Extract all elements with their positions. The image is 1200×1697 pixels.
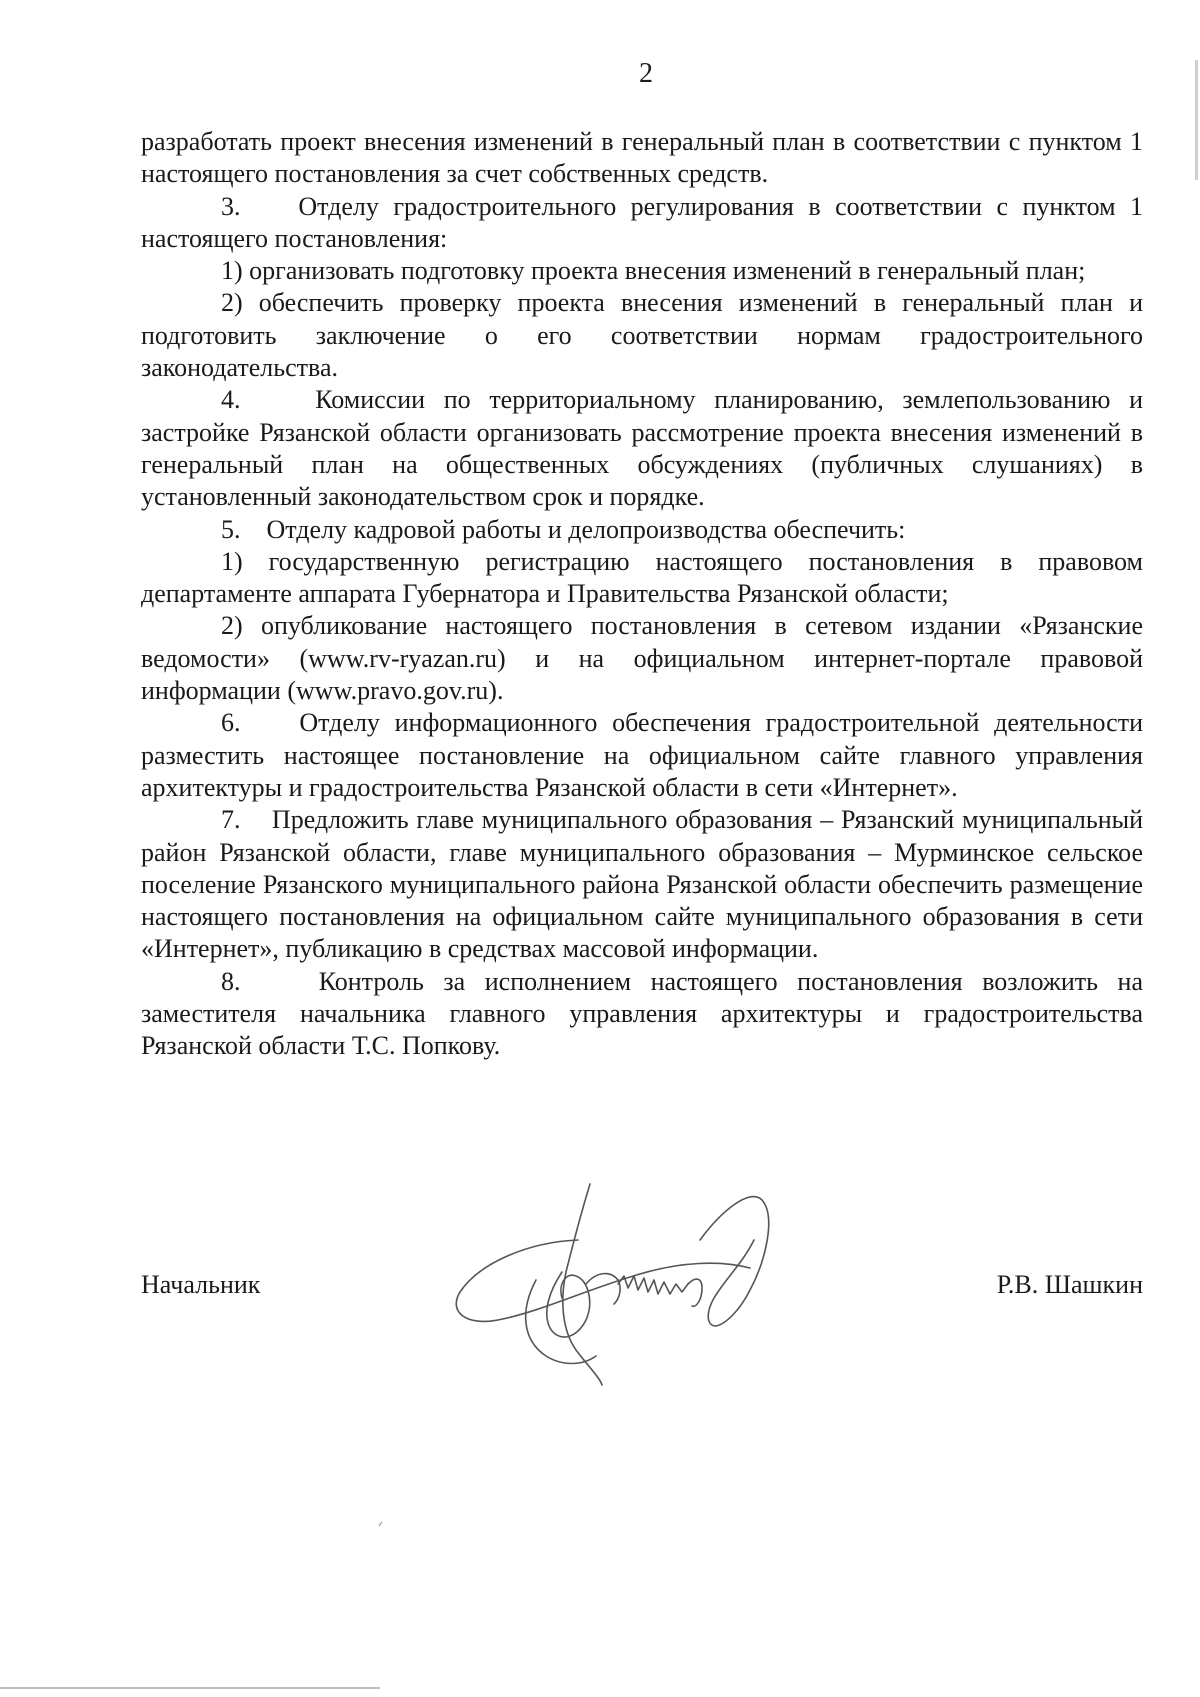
page-number: 2 [639,58,653,89]
paragraph-item-5-1: 1) государственную регистрацию настоящего постановления в правовом департаменте аппарата Губернатора и Правительства Рязанской области; [141,546,1143,609]
scan-bottom-line [0,1687,380,1689]
paragraph-item-7: 7. Предложить главе муниципального образования – Рязанский муниципальный район Рязанской области, главе муниципального образования – Мурминское сельское поселение Рязанского муниципального района Рязанской области обеспечить размещение настоящего постановления на официальном сайте муниципального образования в сети «Интернет», публикацию в средствах массовой информации. [141,805,1143,964]
handwritten-signature [450,1180,810,1390]
paragraph-continuation: разработать проект внесения изменений в генеральный план в соответствии с пунктом 1 настоящего постановления за счет собственных средств. [141,127,1143,189]
paragraph-item-6: 6. Отделу информационного обеспечения градостроительной деятельности разместить настоящее постановление на официальном сайте главного управления архитектуры и градостроительства Рязанской области в сети «Интернет». [141,708,1143,802]
paragraph-item-5: 5. Отделу кадровой работы и делопроизводства обеспечить: [221,514,906,544]
document-body [141,126,1143,1063]
stray-mark [378,1521,384,1527]
paragraph-item-3: 3. Отделу градостроительного регулирования в соответствии с пунктом 1 настоящего постановления: [141,191,1143,253]
paragraph-item-5-2: 2) опубликование настоящего постановления в сетевом издании «Рязанские ведомости» (www.rv-ryazan.ru) и на официальном интернет-портале правовой информации (www.pravo.gov.ru). [141,611,1143,706]
paragraph-item-3-1: 1) организовать подготовку проекта внесения изменений в генеральный план; [221,256,1086,286]
paragraph-item-3-2: 2) обеспечить проверку проекта внесения изменений в генеральный план и подготовить заключение о его соответствии нормам градостроительного законодательства. [141,288,1143,383]
paragraph-item-8: 8. Контроль за исполнением настоящего постановления возложить на заместителя начальника главного управления архитектуры и градостроительства Рязанской области Т.С. Попкову. [141,966,1143,1061]
signer-name: Р.В. Шашкин [996,1270,1143,1299]
scan-edge-mark [1195,60,1198,180]
signer-title: Начальник [141,1270,261,1299]
paragraph-item-4: 4. Комиссии по территориальному планированию, землепользованию и застройке Рязанской области организовать рассмотрение проекта внесения изменений в генеральный план на общественных обсуждениях (публичных слушаниях) в установленный законодательством срок и порядке. [141,385,1143,512]
